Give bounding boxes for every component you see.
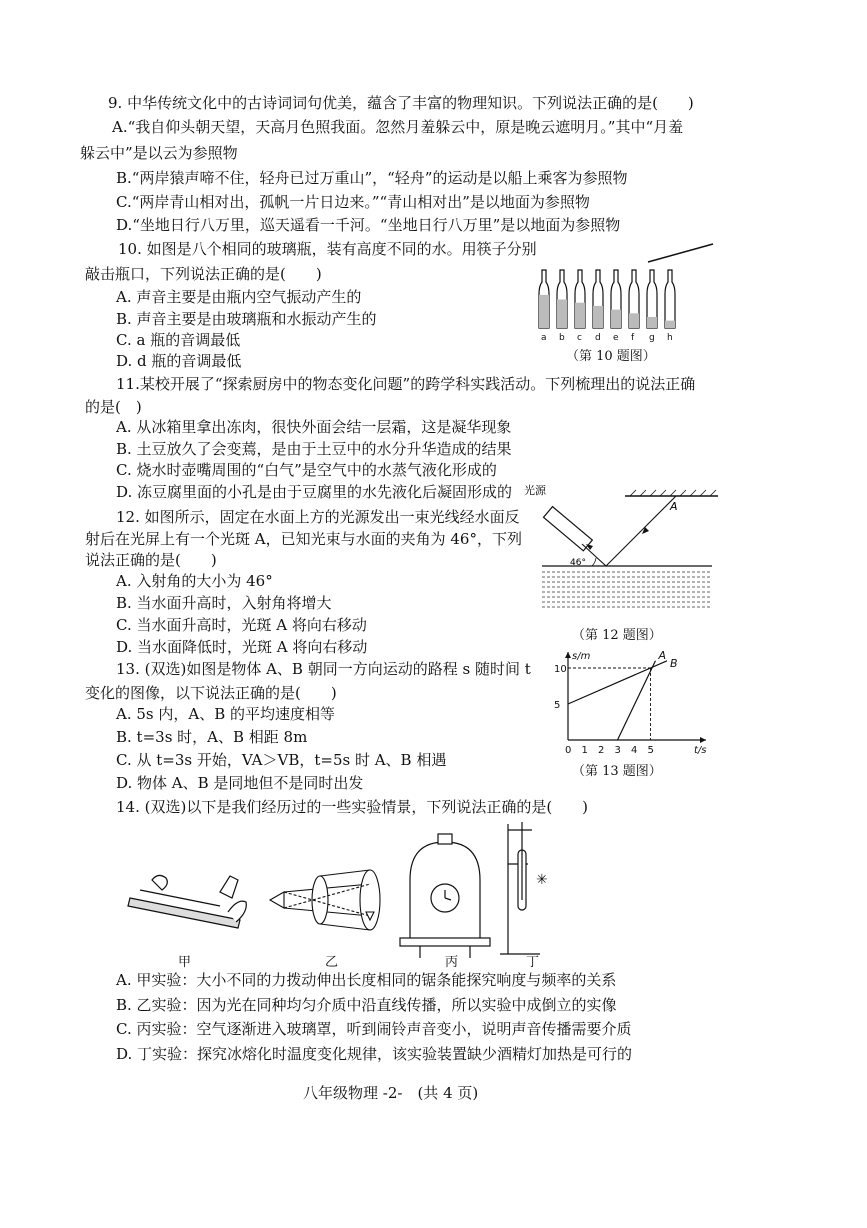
q9-option-c: C.“两岸青山相对出，孤帆一片日边来。”“青山相对出”是以地面为参照物 xyxy=(116,193,590,211)
bell-jar-experiment xyxy=(400,834,490,958)
bottle-d xyxy=(593,270,603,328)
bottle-f xyxy=(629,270,639,328)
q9-option-a-cont: 躲云中”是以云为参照物 xyxy=(80,144,238,162)
bottle-b xyxy=(557,270,567,328)
x-axis-label: t/s xyxy=(694,745,707,756)
series-label-A: A xyxy=(658,648,666,662)
q11-option-a: A. 从冰箱里拿出冻肉，很快外面会结一层霜，这是凝华现象 xyxy=(116,418,512,436)
bottle-label: f xyxy=(631,333,635,343)
q13-option-b: B. t=3s 时，A、B 相距 8m xyxy=(116,728,308,746)
q12-stem-cont: 射后在光屏上有一个光斑 A，已知光束与水面的夹角为 46°，下列 xyxy=(85,530,522,548)
q12-stem-cont2: 说法正确的是( ) xyxy=(85,551,217,569)
bottle-label: c xyxy=(577,333,582,343)
q14-stem: 14. (双选)以下是我们经历过的一些实验情景，下列说法正确的是( ) xyxy=(116,798,589,816)
series-line-A xyxy=(618,661,656,740)
q10-option-d: D. d 瓶的音调最低 xyxy=(116,352,242,370)
q12-option-c: C. 当水面升高时，光斑 A 将向右移动 xyxy=(116,616,367,634)
bottle-label: e xyxy=(613,333,619,343)
q10-option-a: A. 声音主要是由瓶内空气振动产生的 xyxy=(116,288,362,306)
experiments-figure xyxy=(120,820,580,970)
q9-stem: 9. 中华传统文化中的古诗词词句优美，蕴含了丰富的物理知识。下列说法正确的是( ) xyxy=(108,94,694,112)
angle-label: 46° xyxy=(570,558,586,568)
reflected-ray xyxy=(606,496,676,566)
bottle-e xyxy=(611,270,621,328)
x-tick-label: 0 xyxy=(565,745,572,756)
q14-option-b: B. 乙实验：因为光在同种均匀介质中沿直线传播，所以实验中成倒立的实像 xyxy=(116,996,617,1014)
experiment-label: 甲 xyxy=(178,955,192,970)
x-tick-label: 3 xyxy=(614,745,621,756)
reflection-figure xyxy=(520,478,720,623)
x-tick-label: 2 xyxy=(598,745,605,756)
bottle-label: b xyxy=(559,333,565,343)
q13-stem-cont: 变化的图像，以下说法正确的是( ) xyxy=(85,684,337,702)
q9-option-a: A.“我自仰头朝天望，天高月色照我面。忽然月羞躲云中，原是晚云遮明月。”其中“月羞 xyxy=(112,118,684,136)
q12-option-d: D. 当水面降低时，光斑 A 将向右移动 xyxy=(116,638,368,656)
q14-option-c: C. 丙实验：空气逐渐进入玻璃罩，听到闹铃声音变小，说明声音传播需要介质 xyxy=(116,1020,632,1038)
bottles-figure xyxy=(530,242,720,352)
y-tick-label: 10 xyxy=(554,664,567,675)
experiment-label: 丙 xyxy=(445,955,459,970)
bottle-c xyxy=(575,270,585,328)
bottle-g xyxy=(647,270,657,328)
q13-option-d: D. 物体 A、B 是同地但不是同时出发 xyxy=(116,774,364,792)
spot-a-label: A xyxy=(670,500,678,513)
q12-option-a: A. 入射角的大小为 46° xyxy=(116,572,273,590)
chopstick xyxy=(648,244,713,262)
q14-option-d: D. 丁实验：探究冰熔化时温度变化规律，该实验装置缺少酒精灯加热是可行的 xyxy=(116,1045,633,1063)
x-tick-label: 5 xyxy=(647,745,654,756)
q10-figure-caption: （第 10 题图） xyxy=(566,349,656,364)
pinhole-camera-experiment xyxy=(270,870,380,930)
svg-text:✳: ✳ xyxy=(536,872,548,888)
q14-option-a: A. 甲实验：大小不同的力拨动伸出长度相同的锯条能探究响度与频率的关系 xyxy=(116,971,617,989)
ice-melting-experiment xyxy=(500,822,548,954)
series-line-B xyxy=(568,661,667,704)
q10-stem-cont: 敲击瓶口，下列说法正确的是( ) xyxy=(85,265,322,283)
q13-option-c: C. 从 t=3s 开始，VA＞VB，t=5s 时 A、B 相遇 xyxy=(116,751,447,769)
bottle-a xyxy=(539,270,549,328)
q11-stem-cont: 的是( ) xyxy=(85,398,142,416)
q12-option-b: B. 当水面升高时，入射角将增大 xyxy=(116,594,332,612)
q11-option-b: B. 土豆放久了会变蔫，是由于土豆中的水分升华造成的结果 xyxy=(116,440,512,458)
bottle-label: d xyxy=(595,333,601,343)
q10-stem: 10. 如图是八个相同的玻璃瓶，装有高度不同的水。用筷子分别 xyxy=(118,240,537,258)
q13-option-a: A. 5s 内，A、B 的平均速度相等 xyxy=(116,705,336,723)
s-t-chart xyxy=(548,648,718,758)
experiment-label: 乙 xyxy=(325,955,339,970)
y-axis-label: s/m xyxy=(572,651,591,662)
q12-stem: 12. 如图所示，固定在水面上方的光源发出一束光线经水面反 xyxy=(116,508,520,526)
q11-option-d: D. 冻豆腐里面的小孔是由于豆腐里的水先液化后凝固形成的 xyxy=(116,483,513,501)
bottle-label: h xyxy=(667,333,673,343)
q11-stem: 11.某校开展了“探索厨房中的物态变化问题”的跨学科实践活动。下列梳理出的说法正确 xyxy=(116,375,696,393)
series-label-B: B xyxy=(670,656,678,670)
x-tick-label: 1 xyxy=(581,745,588,756)
experiment-label: 丁 xyxy=(526,955,540,970)
q9-option-b: B.“两岸猿声啼不住，轻舟已过万重山”，“轻舟”的运动是以船上乘客为参照物 xyxy=(116,169,628,187)
light-source-label: 光源 xyxy=(524,484,546,497)
q13-stem: 13. (双选)如图是物体 A、B 朝同一方向运动的路程 s 随时间 t xyxy=(116,660,531,678)
page-footer: 八年级物理 -2- (共 4 页) xyxy=(303,1084,479,1102)
q11-option-c: C. 烧水时壶嘴周围的“白气”是空气中的水蒸气液化形成的 xyxy=(116,461,497,479)
bottle-label: g xyxy=(649,333,655,343)
q10-option-b: B. 声音主要是由玻璃瓶和水振动产生的 xyxy=(116,310,377,328)
q13-figure-caption: （第 13 题图） xyxy=(572,764,662,779)
x-tick-label: 4 xyxy=(631,745,638,756)
bottle-label: a xyxy=(541,333,547,343)
saw-blade-experiment xyxy=(128,875,246,928)
q10-option-c: C. a 瓶的音调最低 xyxy=(116,331,241,349)
light-source xyxy=(544,507,593,551)
bottle-h xyxy=(665,270,675,328)
y-tick-label: 5 xyxy=(554,700,561,711)
q9-option-d: D.“坐地日行八万里，巡天遥看一千河。“坐地日行八万里”是以地面为参照物 xyxy=(116,216,621,234)
q12-figure-caption: （第 12 题图） xyxy=(572,628,662,643)
